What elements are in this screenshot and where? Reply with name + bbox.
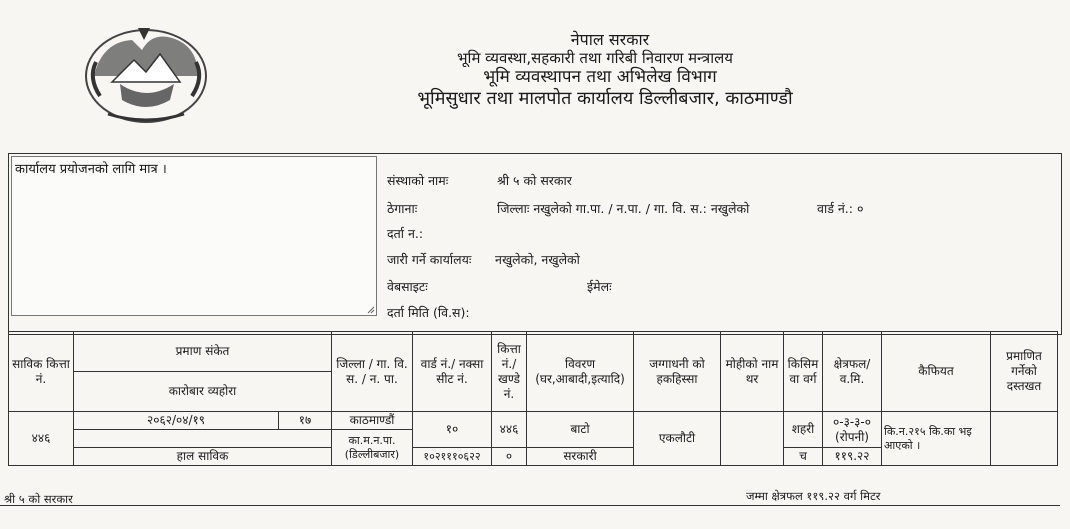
total-area — [746, 489, 881, 504]
table-row — [9, 412, 1058, 430]
total-area-unit: वर्ग मिटर — [843, 489, 881, 503]
col-ownership: जग्गाधनी को हकहिस्सा — [634, 332, 721, 412]
ward-value: वार्ड नं.: ० — [817, 201, 864, 216]
cell-ward: १० — [413, 412, 492, 448]
col-remarks: कैफियत — [882, 332, 991, 412]
col-old-kitta: साविक कित्ता नं. — [9, 332, 74, 412]
cell-old-kitta: ४४६ — [9, 412, 74, 466]
email-label: ईमेलः — [587, 279, 612, 294]
reg-date-label: दर्ता मिति (वि.स): — [387, 305, 470, 320]
cell-description-1: बाटो — [527, 412, 634, 448]
cell-date: २०६२/०४/१९ — [74, 412, 279, 430]
col-karobar: कारोबार व्यहोरा — [74, 372, 332, 412]
total-area-label: जम्मा क्षेत्रफल — [746, 489, 803, 503]
cell-certifier — [991, 412, 1058, 466]
cell-area-ropani: ०-३-३-० (रोपनी) — [823, 412, 882, 448]
cell-type-1: शहरी — [784, 412, 823, 448]
org-name-value: श्री ५ को सरकार — [497, 173, 572, 188]
resize-grip-icon[interactable] — [367, 306, 375, 314]
address-value: जिल्लाः नखुलेको गा.पा. / न.पा. / गा. वि. स.: नखुलेको — [497, 201, 750, 216]
header-line-1: नेपाल सरकार — [570, 30, 650, 49]
cell-sheet: १०२१११०६२२ — [413, 448, 492, 466]
header-line-2: भूमि व्यवस्था,सहकारी तथा गरिबी निवारण मन्त्रालय — [457, 49, 733, 68]
col-description: विवरण (घर,आबादी,इत्यादि) — [527, 332, 634, 412]
cell-description-2: सरकारी — [527, 448, 634, 466]
header-line-4: भूमिसुधार तथा मालपोत कार्यालय डिल्लीबजार, काठमाण्डौ — [417, 87, 793, 109]
cell-khande: ० — [492, 448, 527, 466]
col-area: क्षेत्रफल/ व.मि. — [823, 332, 882, 412]
col-tenant: मोहीको नाम थर — [721, 332, 784, 412]
office-use-text: कार्यालय प्रयोजनको लागि मात्र । — [15, 162, 167, 177]
org-name-label: संस्थाको नामः — [387, 173, 449, 188]
total-area-value: ११९.२२ — [806, 489, 840, 503]
footer-owner: श्री ५ को सरकार — [4, 492, 73, 506]
cell-district-1: काठमाण्डौं — [332, 412, 413, 430]
col-kitta: कित्ता नं./ खण्डे नं. — [492, 332, 527, 412]
cell-tenant — [721, 412, 784, 466]
nepal-emblem-logo — [82, 22, 210, 126]
land-record-table — [8, 331, 1058, 466]
issuing-office-value: नखुलेको, नखुलेको — [495, 252, 580, 267]
cell-district-2: का.म.न.पा. (डिल्लीबजार) — [332, 430, 413, 466]
col-district: जिल्ला / गा. वि. स. / न. पा. — [332, 332, 413, 412]
office-use-textarea[interactable] — [11, 156, 377, 316]
cell-status: हाल साविक — [74, 448, 332, 466]
organization-info-box — [8, 153, 1062, 335]
cell-ownership: एकलौटी — [634, 412, 721, 466]
col-praman: प्रमाण संकेत — [74, 332, 332, 372]
cell-code: १७ — [279, 412, 332, 430]
cell-type-2: च — [784, 448, 823, 466]
cell-area-sqm: ११९.२२ — [823, 448, 882, 466]
footer-divider — [0, 505, 1060, 506]
col-ward: वार्ड नं./ नक्सा सीट नं. — [413, 332, 492, 412]
issuing-office-label: जारी गर्ने कार्यालयः — [387, 252, 472, 267]
office-header — [330, 30, 850, 109]
cell-karobar-blank — [74, 430, 332, 448]
reg-no-label: दर्ता न.: — [387, 226, 424, 241]
col-type: किसिम वा वर्ग — [784, 332, 823, 412]
header-line-3: भूमि व्यवस्थापन तथा अभिलेख विभाग — [483, 67, 717, 88]
col-certifier: प्रमाणित गर्नेको दस्तखत — [991, 332, 1058, 412]
address-label: ठेगानाः — [387, 201, 418, 216]
cell-remarks: कि.न.२१५ कि.का भइ आएको । — [882, 412, 991, 466]
website-label: वेबसाइटः — [387, 279, 428, 294]
cell-kitta: ४४६ — [492, 412, 527, 448]
